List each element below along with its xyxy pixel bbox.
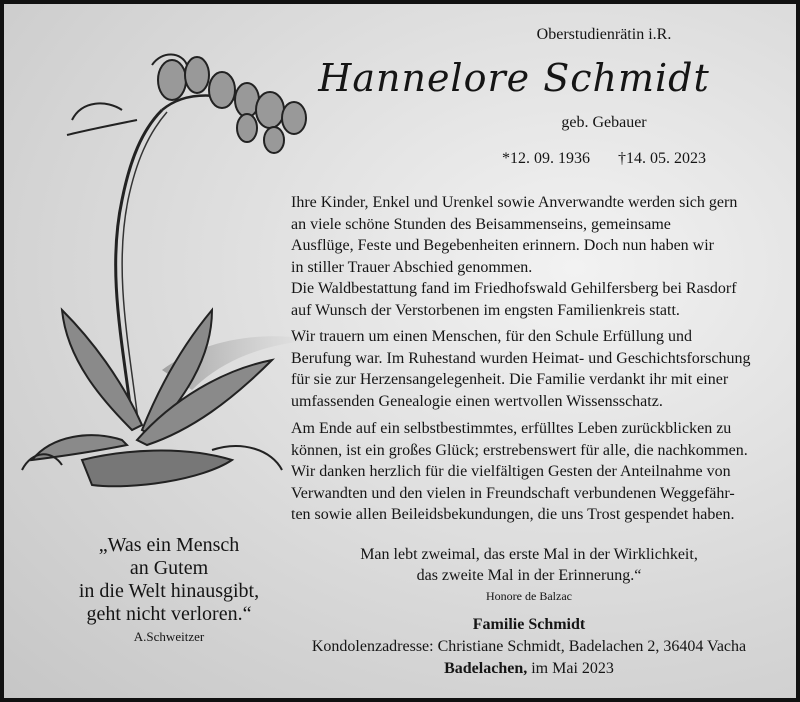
quote-line: geht nicht verloren.“ bbox=[86, 603, 252, 625]
text-line: auf Wunsch der Verstorbenen im engsten Familienkreis statt. bbox=[291, 301, 680, 319]
birth-date: *12. 09. 1936 bbox=[502, 150, 590, 167]
schweitzer-author: A.Schweitzer bbox=[133, 629, 205, 644]
text-line: können, ist ein großes Glück; erstrebenswert für alle, die nachkommen. bbox=[291, 441, 748, 459]
deceased-name: Hannelore Schmidt bbox=[318, 56, 710, 100]
place-date bbox=[294, 660, 764, 678]
profession-title: Oberstudienrätin i.R. bbox=[536, 26, 672, 43]
condolence-address: Kondolenzadresse: Christiane Schmidt, Badelachen 2, 36404 Vacha bbox=[311, 638, 747, 655]
text-line: Die Waldbestattung fand im Friedhofswald Gehilfersberg bei Rasdorf bbox=[291, 280, 737, 298]
notice-date: im Mai 2023 bbox=[531, 660, 614, 677]
quote-line: an Gutem bbox=[129, 557, 209, 579]
quote-line: in die Welt hinausgibt, bbox=[78, 580, 260, 602]
text-line: Ihre Kinder, Enkel und Urenkel sowie Anverwandte werden sich gern bbox=[291, 194, 738, 211]
orchid-icon bbox=[12, 40, 312, 510]
text-line: Ausflüge, Feste und Begebenheiten erinnern. Doch nun haben wir bbox=[291, 237, 714, 255]
text-line: Berufung war. Im Ruhestand wurden Heimat- und Geschichtsforschung bbox=[291, 349, 751, 367]
text-line: Wir danken herzlich für die vielfältigen Gesten der Anteilnahme von bbox=[291, 463, 731, 481]
birth-name: geb. Gebauer bbox=[561, 114, 647, 131]
family-signature: Familie Schmidt bbox=[472, 616, 586, 633]
quote-line: das zweite Mal in der Erinnerung.“ bbox=[416, 567, 642, 584]
text-line: für sie zur Herzensangelegenheit. Die Familie verdankt ihr mit einer bbox=[291, 371, 729, 389]
body-paragraph-2 bbox=[291, 326, 781, 412]
place-name: Badelachen, bbox=[444, 660, 528, 677]
text-line: Wir trauern um einen Menschen, für den Schule Erfüllung und bbox=[291, 328, 693, 345]
balzac-quote bbox=[294, 544, 764, 586]
quote-line: „Was ein Mensch bbox=[98, 534, 240, 556]
death-date: †14. 05. 2023 bbox=[618, 150, 706, 167]
balzac-author: Honore de Balzac bbox=[486, 589, 572, 603]
text-line: an viele schöne Stunden des Beisammenseins, gemeinsame bbox=[291, 215, 671, 233]
schweitzer-quote bbox=[44, 534, 294, 626]
text-line: in stiller Trauer Abschied genommen. bbox=[291, 258, 533, 276]
text-line: Am Ende auf ein selbstbestimmtes, erfülltes Leben zurückblicken zu bbox=[291, 420, 732, 437]
text-line: umfassenden Genealogie einen wertvollen Wissensschatz. bbox=[291, 392, 663, 410]
body-paragraph-3 bbox=[291, 418, 781, 526]
quote-line: Man lebt zweimal, das erste Mal in der Wirklichkeit, bbox=[360, 546, 698, 563]
body-paragraph-1 bbox=[291, 192, 781, 322]
text-line: ten sowie allen Beileidsbekundungen, die uns Trost gespendet haben. bbox=[291, 506, 735, 524]
life-dates bbox=[384, 150, 800, 168]
text-line: Verwandten und den vielen in Freundschaft verbundenen Weggefähr- bbox=[291, 484, 735, 502]
